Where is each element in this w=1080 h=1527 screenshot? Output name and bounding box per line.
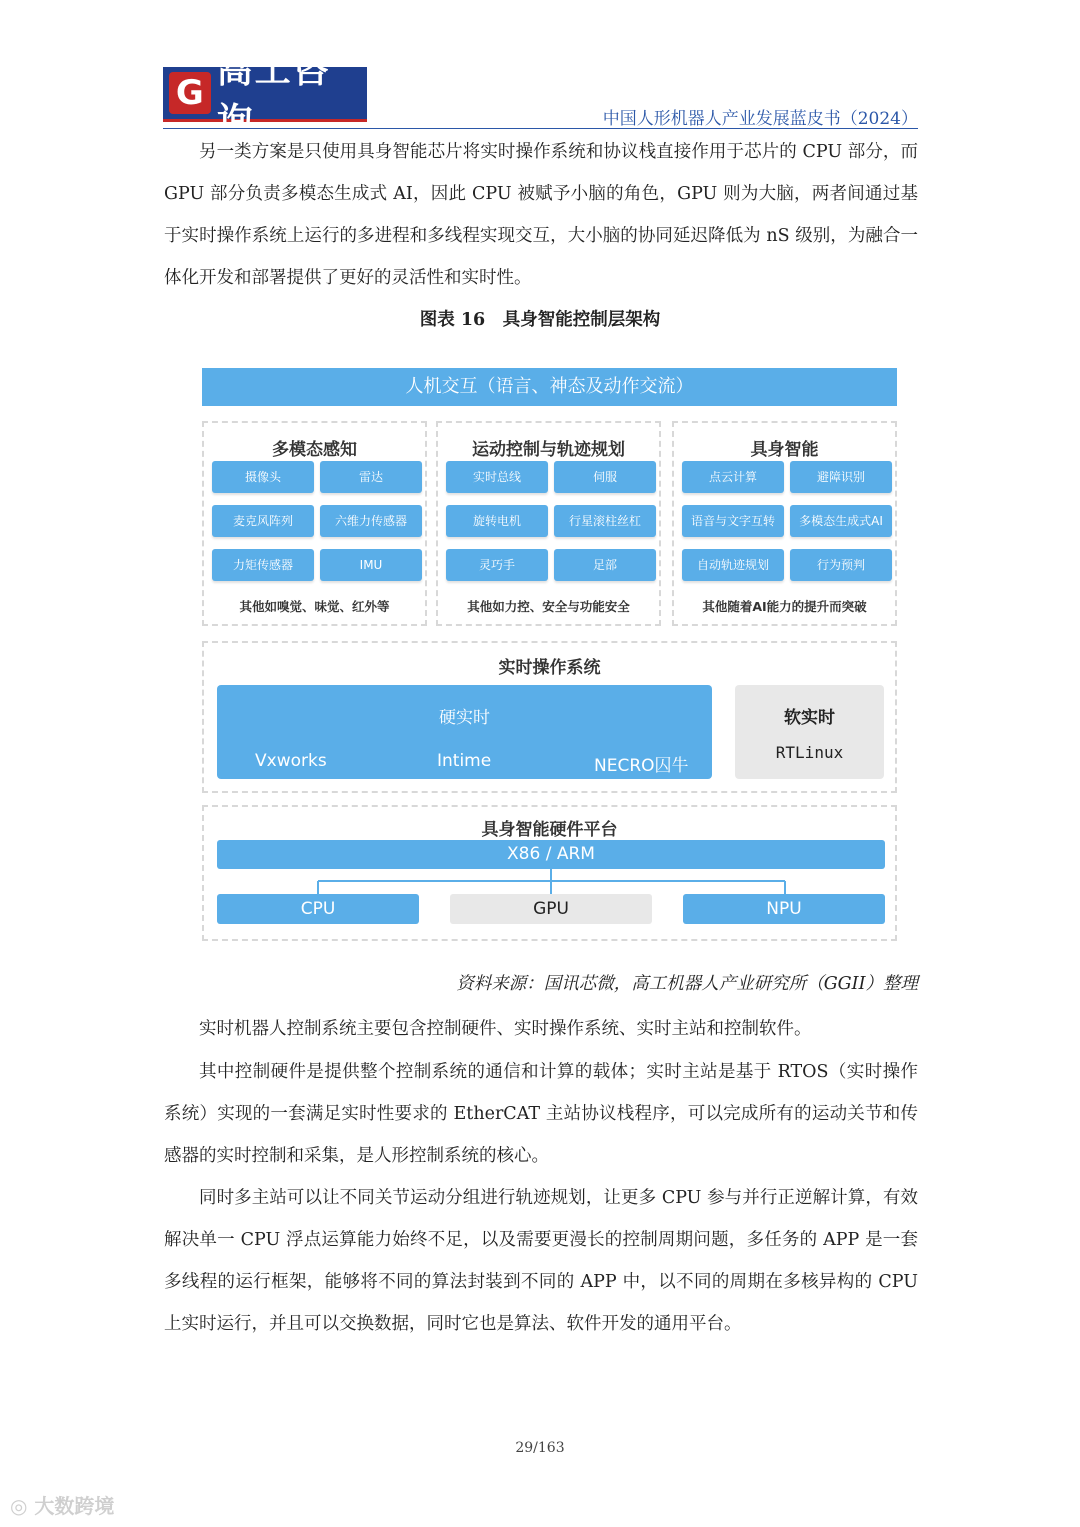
panel-note: 其他随着AI能力的提升而突破 <box>702 599 867 614</box>
paragraph-2: 实时机器人控制系统主要包含控制硬件、实时操作系统、实时主站和控制软件。 <box>199 1019 812 1039</box>
soft-realtime-box <box>735 685 884 779</box>
watermark-text: 大数跨境 <box>34 1494 115 1518</box>
chip-item: 雷达 <box>320 461 422 493</box>
chip-item: 麦克风阵列 <box>212 505 314 537</box>
npu-box: NPU <box>683 894 885 924</box>
hci-bar: 人机交互（语言、神态及动作交流） <box>202 368 897 406</box>
panel-title: 具身智能 <box>750 440 819 460</box>
hard-realtime-item: Intime <box>437 751 492 771</box>
chip-item: 伺服 <box>554 461 656 493</box>
paragraph-4: 同时多主站可以让不同关节运动分组进行轨迹规划，让更多 CPU 参与并行正逆解计算，有效解决单一 CPU 浮点运算能力始终不足，以及需要更漫长的控制周期问题，多任务的 APP 是一套多线程的运行框架，能够将不同的算法封装到不同的 APP 中，以不同的周期在多核异构的 CPU 上实时运行，并且可以交换数据，同时它也是算法、软件开发的通用平台。 <box>164 1188 918 1334</box>
soft-realtime-title: 软实时 <box>784 708 835 728</box>
hard-realtime-box <box>217 685 712 779</box>
chip-item: 六维力传感器 <box>320 505 422 537</box>
page-number: 29/163 <box>515 1440 565 1456</box>
book-title: 中国人形机器人产业发展蓝皮书（2024） <box>602 109 918 129</box>
panel-embodied-ai <box>672 421 897 626</box>
watermark-icon: ◎ <box>10 1494 35 1518</box>
chip-item: 足部 <box>554 549 656 581</box>
chip-item: 实时总线 <box>446 461 548 493</box>
logo-text: 高工咨询 <box>216 50 331 142</box>
logo-letter: G <box>169 72 211 114</box>
chip-item: 语音与文字互转 <box>682 505 784 537</box>
paragraph-1: 另一类方案是只使用具身智能芯片将实时操作系统和协议栈直接作用于芯片的 CPU 部分，而 GPU 部分负责多模态生成式 AI，因此 CPU 被赋予小脑的角色，GPU 则为大脑，两者间通过基于实时操作系统上运行的多进程和多线程实现交互，大小脑的协同延迟降低为 nS 级别，为融合一体化开发和部署提供了更好的灵活性和实时性。 <box>164 142 918 288</box>
hard-realtime-item: Vxworks <box>255 751 327 771</box>
watermark <box>10 1490 114 1519</box>
chip-item: 行为预判 <box>790 549 892 581</box>
chip-item: 自动轨迹规划 <box>682 549 784 581</box>
chip-item: 力矩传感器 <box>212 549 314 581</box>
hard-realtime-item: NECRO囚牛 <box>594 756 689 776</box>
panel-note: 其他如力控、安全与功能安全 <box>467 599 630 614</box>
gpu-box: GPU <box>450 894 652 924</box>
company-logo <box>163 50 367 142</box>
chip-item: 避障识别 <box>790 461 892 493</box>
chip-item: 多模态生成式AI <box>790 505 892 537</box>
panel-title: 多模态感知 <box>272 440 357 460</box>
chip-item: 旋转电机 <box>446 505 548 537</box>
soft-realtime-item: RTLinux <box>775 743 844 762</box>
panel-motion-control <box>436 421 661 626</box>
arch-bar: X86 / ARM <box>217 840 885 869</box>
figure-caption: 图表 16 具身智能控制层架构 <box>419 310 661 330</box>
chip-item: 点云计算 <box>682 461 784 493</box>
hardware-title: 具身智能硬件平台 <box>481 820 618 840</box>
chip-item: IMU <box>320 549 422 581</box>
cpu-box: CPU <box>217 894 419 924</box>
figure-source: 资料来源：国讯芯微，高工机器人产业研究所（GGII）整理 <box>456 974 918 994</box>
chip-item: 灵巧手 <box>446 549 548 581</box>
panel-note: 其他如嗅觉、味觉、红外等 <box>239 599 390 614</box>
chip-item: 行星滚柱丝杠 <box>554 505 656 537</box>
connector-lines <box>200 869 898 895</box>
panel-perception <box>202 421 427 626</box>
chip-item: 摄像头 <box>212 461 314 493</box>
panel-title: 运动控制与轨迹规划 <box>472 440 625 460</box>
hard-realtime-title: 硬实时 <box>439 708 490 728</box>
rtos-title: 实时操作系统 <box>498 658 601 678</box>
paragraph-3: 其中控制硬件是提供整个控制系统的通信和计算的载体；实时主站是基于 RTOS（实时操作系统）实现的一套满足实时性要求的 EtherCAT 主站协议栈程序，可以完成所有的运动关节和传感器的实时控制和采集，是人形控制系统的核心。 <box>164 1062 918 1166</box>
header-divider <box>163 128 918 129</box>
architecture-diagram <box>200 368 898 943</box>
